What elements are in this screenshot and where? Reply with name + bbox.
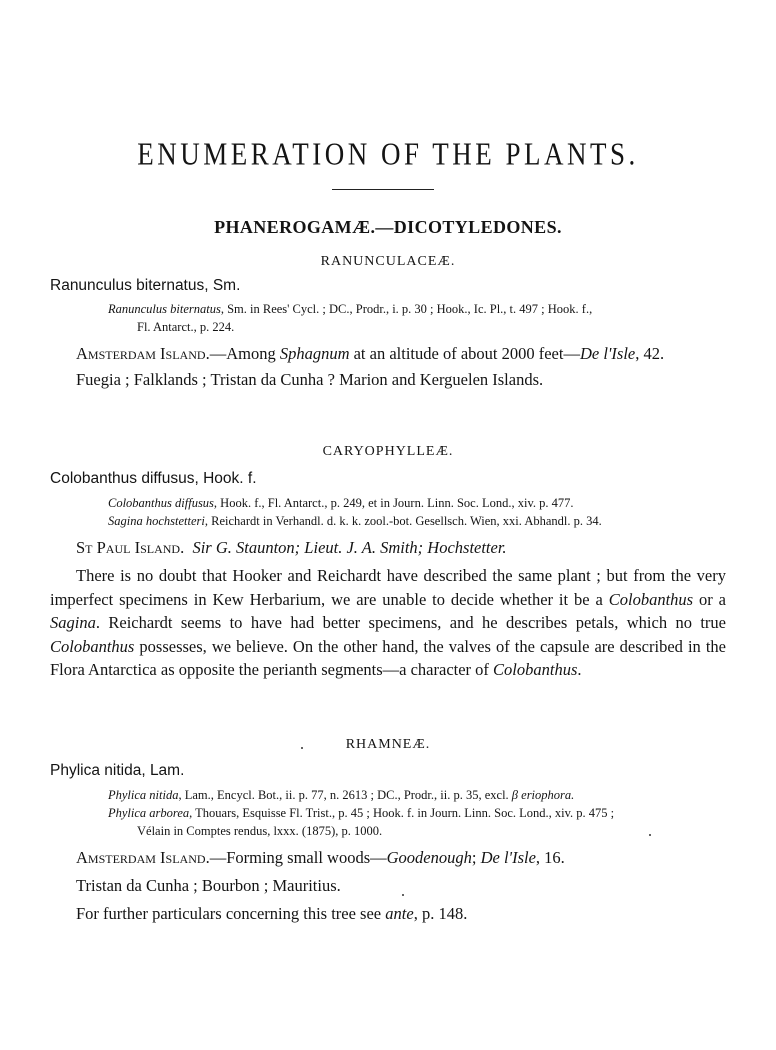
locality-line	[76, 538, 507, 558]
ref-name: Ranunculus biternatus	[108, 302, 221, 316]
species-heading-ranunculus: Ranunculus biternatus, Sm.	[50, 277, 241, 294]
ref-text: , Reichardt in Verhandl. d. k. k. zool.-bot. Gesellsch. Wien, xxi. Abhandl. p. 34.	[204, 514, 602, 528]
family-heading-ranunculaceae: RANUNCULACEÆ.	[320, 254, 456, 269]
collector-name: De l'Isle	[480, 848, 536, 867]
reference-line	[137, 824, 382, 839]
genus-name: Colobanthus	[50, 636, 135, 656]
locality-text: .—Forming small woods—	[205, 848, 387, 867]
ref-text: , Thouars, Esquisse Fl. Trist., p. 45 ; Hook. f. in Journ. Linn. Soc. Lond., xiv. p. 475 ;	[189, 806, 615, 820]
ref-name: Phylica nitida	[108, 788, 179, 802]
distribution-line: Tristan da Cunha ; Bourbon ; Mauritius.	[76, 876, 341, 895]
locality-place: Amsterdam Island	[76, 344, 206, 363]
genus-name: Colobanthus	[608, 589, 694, 609]
title-rule	[332, 189, 434, 190]
collector-name: Goodenough	[386, 848, 472, 867]
ref-text: , Lam., Encycl. Bot., ii. p. 77, n. 2613 ; DC., Prodr., ii. p. 35, excl.	[178, 788, 512, 802]
paragraph-text: There is no doubt that Hooker and Reichardt have described the same plant ; but from the very imperfect specimens in Kew Herbarium, we are unable to decide whether it be a	[50, 566, 726, 609]
paragraph-text: . Reichardt seems to have had better specimens, and he describes petals, which no true	[95, 613, 726, 632]
collector-number: , 16.	[535, 848, 565, 867]
reference-line	[108, 806, 614, 821]
collector-number: , 42.	[635, 344, 665, 363]
locality-line	[76, 848, 565, 868]
description-paragraph	[50, 564, 726, 682]
paragraph-text: possesses, we believe. On the other hand, the valves of the capsule are described in the Flora Antarctica as opposite the perianth segments—a character of	[50, 636, 726, 679]
genus-name: Colobanthus	[493, 660, 578, 679]
locality-text: .—Among	[205, 344, 280, 363]
locality-place: Amsterdam Island	[76, 848, 206, 867]
reference-line	[108, 302, 592, 317]
family-heading-rhamneae: RHAMNEÆ.	[345, 737, 431, 752]
section-subtitle: PHANEROGAMÆ.—DICOTYLEDONES.	[214, 217, 562, 237]
ref-text: Fl. Antarct., p. 224.	[137, 320, 235, 334]
paragraph-text: or a	[693, 589, 726, 609]
locality-line	[76, 344, 664, 364]
ref-variety: β eriophora.	[511, 788, 575, 802]
reference-line	[108, 496, 574, 511]
collector-name: De l'Isle	[579, 344, 636, 363]
ref-text: Vélain in Comptes rendus, lxxx. (1875), p. 1000.	[137, 824, 383, 838]
ref-text: , Hook. f., Fl. Antarct., p. 249, et in Journ. Linn. Soc. Lond., xiv. p. 477.	[213, 496, 574, 510]
reference-line	[108, 788, 574, 803]
note-text: For further particulars concerning this tree see	[76, 904, 386, 923]
print-speck	[649, 834, 651, 836]
print-speck	[402, 894, 404, 896]
family-heading-caryophylleae: CARYOPHYLLEÆ.	[322, 444, 454, 459]
locality-text: at an altitude of about 2000 feet—	[349, 344, 580, 363]
reference-line	[108, 514, 602, 529]
locality-place: St Paul Island.	[76, 538, 185, 557]
page-title: ENUMERATION OF THE PLANTS.	[137, 136, 639, 172]
locality-italic: Sphagnum	[279, 344, 350, 363]
collector-names: Sir G. Staunton; Lieut. J. A. Smith; Hochstetter.	[192, 538, 507, 557]
ref-name: Phylica arborea	[108, 806, 190, 820]
note-line	[76, 904, 467, 924]
note-italic: ante	[385, 904, 414, 923]
paragraph-text: .	[577, 660, 582, 679]
genus-name: Sagina	[50, 613, 96, 632]
note-text: , p. 148.	[413, 904, 468, 923]
species-heading-colobanthus: Colobanthus diffusus, Hook. f.	[50, 470, 257, 487]
separator: ;	[471, 848, 481, 867]
distribution-line: Fuegia ; Falklands ; Tristan da Cunha ? Marion and Kerguelen Islands.	[76, 370, 544, 389]
ref-name: Colobanthus diffusus	[108, 496, 214, 510]
species-heading-phylica: Phylica nitida, Lam.	[50, 762, 185, 779]
ref-name: Sagina hochstetteri	[108, 514, 205, 528]
ref-text: , Sm. in Rees' Cycl. ; DC., Prodr., i. p. 30 ; Hook., Ic. Pl., t. 497 ; Hook. f.,	[220, 302, 593, 316]
reference-line	[137, 320, 234, 335]
